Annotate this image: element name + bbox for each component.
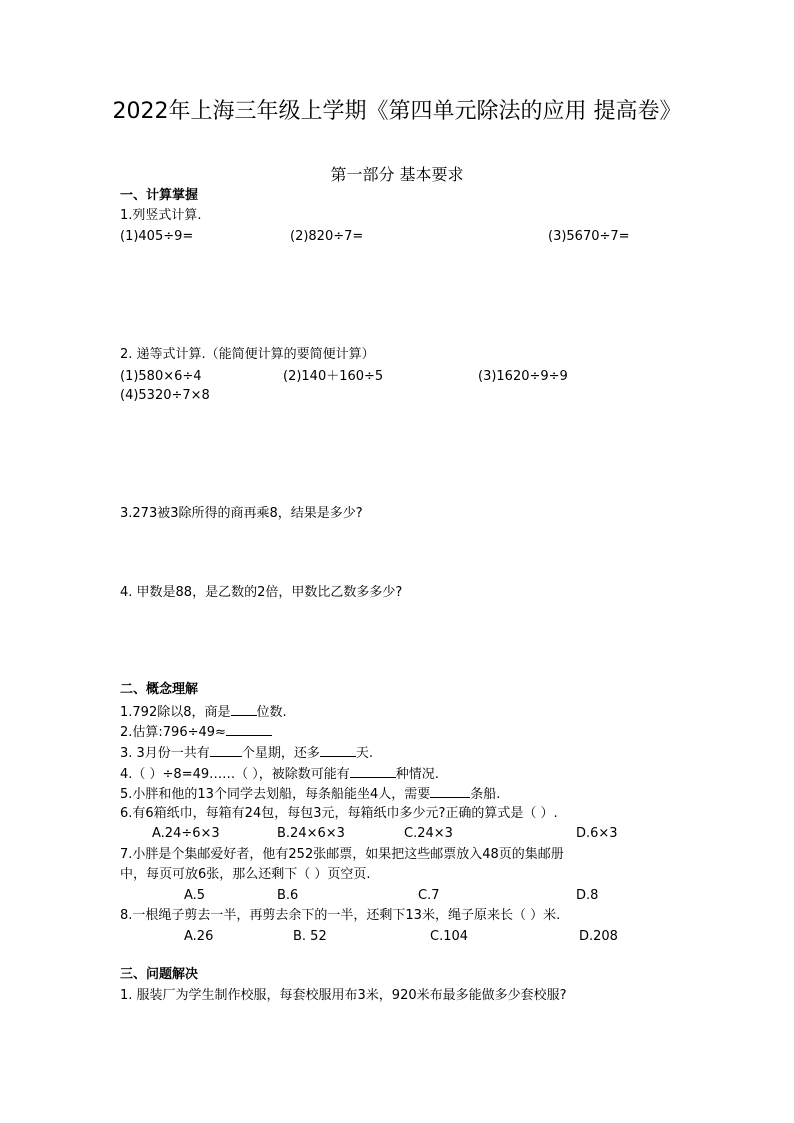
q1-label: 1.列竖式计算. [120, 208, 202, 223]
concept-q1-pre: 1.792除以8，商是 [120, 705, 231, 720]
q7-option-a: A.5 [184, 888, 206, 903]
concept-q3-pre: 3. 3月份一共有 [120, 746, 210, 761]
concept-q4 [120, 764, 439, 783]
answer-blank [231, 702, 257, 716]
q8-option-d: D.208 [579, 929, 618, 944]
answer-blank [350, 764, 396, 778]
part-one-heading: 第一部分 基本要求 [330, 165, 464, 184]
concept-q4-post: 种情况. [395, 767, 439, 782]
q8-option-a: A.26 [184, 929, 214, 944]
problem-q1: 1. 服装厂为学生制作校服，每套校服用布3米，920米布最多能做多少套校服? [120, 988, 567, 1003]
page-title: 2022年上海三年级上学期《第四单元除法的应用 提高卷》 [112, 99, 682, 124]
q7-option-c: C.7 [418, 888, 440, 903]
section-2-heading: 二、概念理解 [120, 682, 199, 697]
concept-q1-post: 位数. [256, 705, 287, 720]
concept-q7-line-1: 7.小胖是个集邮爱好者，他有252张邮票，如果把这些邮票放入48页的集邮册 [120, 847, 564, 862]
q2-item-2: (2)140＋160÷5 [283, 369, 384, 384]
q2-label: 2. 递等式计算.（能简便计算的要简便计算） [120, 347, 375, 362]
q8-option-c: C.104 [430, 929, 469, 944]
q7-option-d: D.8 [576, 888, 599, 903]
q6-option-d: D.6×3 [576, 826, 618, 841]
section-3-heading: 三、问题解决 [120, 967, 199, 982]
q6-option-a: A.24÷6×3 [152, 826, 220, 841]
q3-text: 3.273被3除所得的商再乘8，结果是多少? [120, 506, 363, 521]
q6-option-b: B.24×6×3 [277, 826, 345, 841]
q8-option-b: B. 52 [293, 929, 327, 944]
concept-q4-pre: 4.（ ）÷8=49……（ ），被除数可能有 [120, 767, 350, 782]
q1-item-2: (2)820÷7= [290, 229, 364, 244]
q2-item-4: (4)5320÷7×8 [120, 388, 210, 403]
concept-q2-pre: 2.估算:796÷49≈ [120, 725, 226, 740]
concept-q1 [120, 702, 287, 721]
concept-q5 [120, 784, 500, 803]
concept-q5-pre: 5.小胖和他的13个同学去划船，每条船能坐4人，需要 [120, 787, 431, 802]
concept-q3-mid: 个星期，还多 [241, 746, 320, 761]
q2-item-3: (3)1620÷9÷9 [478, 369, 568, 384]
q7-option-b: B.6 [277, 888, 299, 903]
concept-q3-post: 天. [355, 746, 373, 761]
q1-item-1: (1)405÷9= [120, 229, 194, 244]
answer-blank [430, 784, 470, 798]
concept-q6: 6.有6箱纸巾，每箱有24包，每包3元，每箱纸巾多少元?正确的算式是（ ）. [120, 806, 558, 821]
concept-q2 [120, 722, 272, 741]
q4-text: 4. 甲数是88，是乙数的2倍，甲数比乙数多多少? [120, 585, 403, 600]
q6-option-c: C.24×3 [404, 826, 453, 841]
concept-q7-line-2: 中，每页可放6张，那么还剩下（ ）页空页. [120, 867, 371, 882]
q1-item-3: (3)5670÷7= [548, 229, 630, 244]
answer-blank [226, 722, 272, 736]
section-1-heading: 一、计算掌握 [120, 188, 199, 203]
q2-item-1: (1)580×6÷4 [120, 369, 202, 384]
concept-q8: 8.一根绳子剪去一半，再剪去余下的一半，还剩下13米，绳子原来长（ ）米. [120, 908, 561, 923]
concept-q5-post: 条船. [470, 787, 501, 802]
answer-blank [320, 743, 356, 757]
concept-q3 [120, 743, 373, 762]
answer-blank [210, 743, 242, 757]
